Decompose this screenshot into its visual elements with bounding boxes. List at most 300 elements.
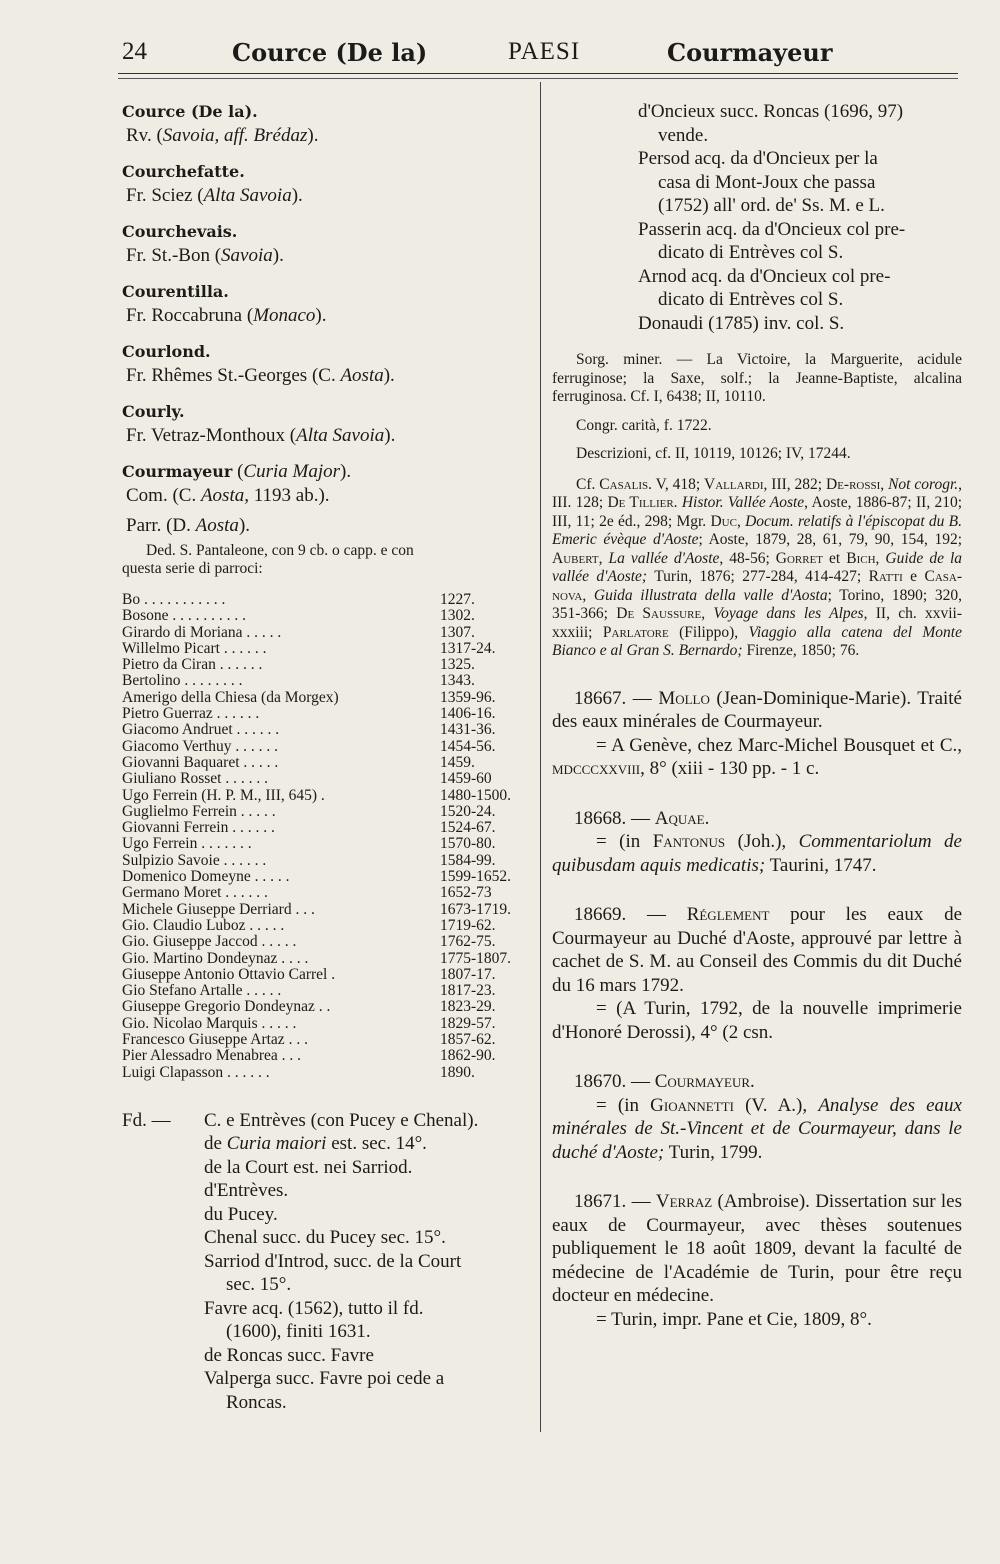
fief-text: Chenal succ. du Pucey sec. 15°. — [204, 1227, 446, 1249]
descriptions-note: Descrizioni, cf. II, 10119, 10126; IV, 17244. — [576, 445, 851, 462]
text-run: Not corogr. — [888, 475, 959, 493]
entry-headword: Courlond. — [122, 342, 211, 361]
entry — [122, 220, 532, 268]
priest-row — [122, 641, 532, 657]
priest-years: 1599-1652. — [440, 868, 512, 886]
priest-years: 1524-67. — [440, 819, 496, 837]
priest-row — [122, 902, 532, 918]
priest-name: Pier Alessadro Menabrea . . . — [122, 1047, 302, 1065]
location-tail: ). — [307, 125, 319, 146]
priest-row — [122, 739, 532, 755]
priest-years: 1862-90. — [440, 1047, 496, 1065]
location-text: Fr. Rhêmes St.-Georges (C. — [126, 365, 341, 386]
text-run: pour les eaux de Courmayeur au Duché d'Aoste, approuvé par lettre à cachet de S. M. au Conseil des Commis du dit Duché du 16 mars 1792. — [552, 904, 963, 996]
succession-line — [552, 218, 962, 242]
text-run: e — [902, 568, 925, 585]
text-run: Firenze, 1850; 76. — [742, 642, 860, 659]
fief-text: C. e Entrèves (con Pucey e Chenal). — [204, 1109, 479, 1131]
text-run: = (A Turin, 1792, de la nouvelle imprimerie d'Honoré Derossi), 4° (2 csn. — [552, 998, 962, 1043]
entry-headword: Courmayeur — [122, 462, 233, 481]
priest-row — [122, 788, 532, 804]
priest-name: Amerigo della Chiesa (da Morgex) — [122, 688, 339, 706]
text-run: De-rossi — [826, 475, 881, 493]
fief-text: Favre acq. (1562), tutto il fd. — [204, 1297, 424, 1319]
text-run: , III. 128; — [552, 475, 963, 511]
ded-line-1: Ded. S. Pantaleone, con 9 cb. o capp. e con — [146, 542, 414, 559]
priest-years: 1307. — [440, 623, 475, 641]
priest-years: 1652-73 — [440, 884, 492, 902]
text-run: . — [750, 1071, 755, 1092]
priest-row — [122, 673, 532, 689]
succession-text: casa di Mont-Joux che passa — [658, 171, 876, 193]
priest-row — [122, 706, 532, 722]
bib-entry — [552, 903, 962, 1044]
fief-text: Valperga succ. Favre poi cede a — [204, 1368, 445, 1390]
text-run: mdcccxxviii — [552, 758, 641, 779]
priest-row — [122, 918, 532, 934]
priest-row — [122, 869, 532, 885]
priest-name: Giuliano Rosset . . . . . . — [122, 770, 268, 788]
priest-row — [122, 1016, 532, 1032]
priest-years: 1359-96. — [440, 688, 496, 706]
fief-line — [122, 1109, 532, 1133]
priest-name: Michele Giuseppe Derriard . . . — [122, 900, 315, 918]
fief-label: Fd. — — [122, 1109, 171, 1131]
bib-entry — [552, 1190, 962, 1331]
text-run: (Joh.), — [725, 831, 799, 852]
location-text: Rv. ( — [126, 125, 163, 146]
succession-text: Donaudi (1785) inv. col. S. — [638, 312, 845, 334]
text-run: Verraz — [655, 1191, 713, 1212]
priest-row — [122, 625, 532, 641]
priest-years: 1520-24. — [440, 802, 496, 820]
paren-open: ( — [232, 461, 244, 482]
text-run: — — [626, 1071, 655, 1092]
succession-text: Arnod acq. da d'Oncieux col pre- — [638, 265, 891, 287]
text-run: ; Aoste, 1879, 28, 61, 79, 90, 154, 192; — [698, 531, 962, 548]
priest-name: Pietro Guerraz . . . . . . — [122, 705, 260, 723]
succession-line — [552, 312, 962, 336]
text-run: , — [598, 549, 609, 567]
bib-imprint — [552, 1094, 962, 1165]
priest-name: Gio Stefano Artalle . . . . . — [122, 982, 282, 1000]
fief-text: (1600), finiti 1631. — [226, 1321, 371, 1343]
entry-headword: Courchevais. — [122, 222, 238, 241]
text-run: (Jean-Dominique-Marie). Traité des eaux minérales de Courmayeur. — [552, 687, 962, 732]
fief-text: de la Court est. nei Sarriod. — [204, 1156, 413, 1178]
location-text: Fr. Sciez ( — [126, 185, 204, 206]
priest-years: 1454-56. — [440, 737, 496, 755]
priest-name: Gio. Nicolao Marquis . . . . . — [122, 1014, 297, 1032]
bib-title — [552, 903, 962, 997]
text-run: (Filippo), — [668, 623, 749, 641]
location-italic: Savoia, aff. Brédaz — [162, 125, 308, 146]
fief-line — [122, 1226, 532, 1250]
charity-note: Congr. carità, f. 1722. — [576, 416, 712, 434]
entry — [122, 280, 532, 328]
header-rule-double — [118, 78, 958, 79]
priest-years: 1719-62. — [440, 916, 496, 934]
priest-years: 1762-75. — [440, 933, 496, 951]
location-italic: Alta Savoia — [203, 185, 292, 206]
priest-row — [122, 951, 532, 967]
text-run: Aquae — [654, 807, 705, 829]
entry-headword: Courchefatte. — [122, 162, 245, 181]
entry-location — [122, 124, 532, 148]
fief-italic: Curia maiori — [226, 1133, 327, 1155]
bib-entry — [552, 1070, 962, 1164]
ded-line-2: questa serie di parroci: — [122, 560, 263, 577]
priest-years: 1480-1500. — [440, 786, 512, 804]
text-run: Réglement — [686, 904, 770, 925]
priest-years: 1343. — [440, 672, 475, 690]
priest-name: Giuseppe Antonio Ottavio Carrel . — [122, 965, 336, 983]
priest-years: 1325. — [440, 656, 475, 674]
fief-line — [122, 1250, 532, 1274]
priest-years: 1890. — [440, 1063, 475, 1081]
priest-row — [122, 885, 532, 901]
priest-row — [122, 771, 532, 787]
references-note — [552, 476, 962, 661]
text-run: , — [582, 586, 594, 604]
text-run: Fantonus — [652, 831, 726, 852]
text-run: (Ambroise). Dissertation sur les eaux de Courmayeur, avec thèses soutenues publiquement le 18 août 1809, devant la faculté de médecine de l'Académie de Turin, pour être reçu docteur en médecine. — [552, 1191, 962, 1306]
location-tail: ). — [315, 305, 327, 326]
text-run: , 8° (xiii - 130 pp. - 1 c. — [640, 758, 820, 779]
entry — [122, 160, 532, 208]
fief-succession — [552, 100, 962, 335]
priest-years: 1302. — [440, 607, 475, 625]
priest-years: 1406-16. — [440, 705, 496, 723]
text-run: = A Genève, chez Marc-Michel Bousquet et C., — [596, 734, 962, 756]
dedication-note — [122, 542, 532, 578]
text-run: De Saussure — [616, 605, 702, 622]
text-run: — — [626, 904, 687, 925]
succession-line — [552, 241, 962, 265]
priest-years: 1817-23. — [440, 982, 496, 1000]
succession-line — [552, 265, 962, 289]
priest-name: Bo . . . . . . . . . . . — [122, 591, 226, 608]
fief-line — [122, 1297, 532, 1321]
priest-row — [122, 804, 532, 820]
com-pre: Com. (C. — [126, 485, 201, 506]
fief-line — [122, 1367, 532, 1391]
succession-line — [552, 171, 962, 195]
priest-name: Giovanni Baquaret . . . . . — [122, 753, 279, 771]
priest-name: Domenico Domeyne . . . . . — [122, 868, 290, 886]
bib-title — [552, 1070, 962, 1094]
left-running-title: Cource (De la) — [232, 38, 428, 67]
text-run: Ratti — [868, 568, 903, 585]
succession-text: d'Oncieux succ. Roncas (1696, 97) — [638, 101, 904, 122]
priest-name: Gio. Claudio Luboz . . . . . — [122, 916, 285, 934]
text-run: Vallardi — [704, 475, 764, 493]
parish-priests-list — [122, 592, 532, 1081]
entry-headword: Cource (De la). — [122, 102, 258, 121]
right-running-title: Courmayeur — [667, 38, 833, 67]
succession-text: dicato di Entrèves col S. — [658, 242, 844, 263]
bibliography-list — [552, 687, 962, 1332]
entry-headword: Courentilla. — [122, 282, 229, 301]
priest-years: 1459. — [440, 753, 475, 771]
left-column — [122, 100, 532, 1414]
priest-name: Ugo Ferrein . . . . . . . — [122, 835, 252, 853]
fief-text: du Pucey. — [204, 1203, 278, 1225]
text-run: Aubert — [552, 549, 599, 567]
text-run: Taurini, 1747. — [765, 854, 877, 876]
text-run: , — [875, 549, 886, 567]
text-run: = Turin, impr. Pane et Cie, 1809, 8°. — [596, 1308, 872, 1330]
text-run: De Tillier — [607, 494, 674, 511]
bib-title — [552, 807, 962, 831]
succession-text: dicato di Entrèves col S. — [658, 289, 844, 310]
priest-row — [122, 1048, 532, 1064]
text-run: Cf. — [576, 475, 600, 493]
bib-imprint — [552, 997, 962, 1044]
priest-row — [122, 983, 532, 999]
priest-name: Gio. Giuseppe Jaccod . . . . . — [122, 933, 297, 951]
fief-text: de — [204, 1133, 227, 1155]
bib-entry — [552, 687, 962, 781]
entry-headword: Courly. — [122, 402, 185, 421]
priest-years: 1775-1807. — [440, 949, 512, 967]
entry — [122, 400, 532, 448]
text-run: Docum. relatifs à l'épiscopat du B. Emeric évèque d'Aoste — [552, 512, 962, 548]
bib-number: 18668. — [574, 807, 627, 829]
entry — [122, 340, 532, 388]
center-running-title: PAESI — [508, 38, 581, 65]
text-run: Turin, 1799. — [664, 1141, 763, 1163]
priest-row — [122, 1032, 532, 1048]
priest-name: Luigi Clapasson . . . . . . — [122, 1063, 270, 1081]
text-run: , III, 282; — [763, 475, 827, 493]
text-run: , II, ch. xxvii-xxxiii; — [552, 605, 963, 641]
text-run: Parlatore — [602, 623, 669, 641]
priest-name: Bertolino . . . . . . . . — [122, 672, 243, 690]
succession-line — [552, 194, 962, 218]
entry-location — [122, 364, 532, 388]
priest-years: 1807-17. — [440, 965, 496, 983]
priest-years: 1227. — [440, 591, 475, 608]
entry-alt-name: Curia Major — [243, 461, 340, 482]
entry — [122, 100, 532, 148]
priest-row — [122, 755, 532, 771]
text-run: Bich — [846, 549, 876, 567]
entry-location — [122, 244, 532, 268]
location-italic: Monaco — [253, 305, 316, 326]
succession-text: vende. — [658, 124, 709, 146]
fief-line — [122, 1132, 532, 1156]
fief-text: de Roncas succ. Favre — [204, 1344, 374, 1366]
text-run: , — [880, 475, 889, 493]
succession-text: Passerin acq. da d'Oncieux col pre- — [638, 218, 906, 240]
page-number: 24 — [122, 38, 147, 65]
location-italic: Alta Savoia — [296, 425, 385, 446]
fief-line — [122, 1179, 532, 1203]
location-text: Fr. Roccabruna ( — [126, 305, 254, 326]
text-run: — — [626, 1191, 656, 1212]
succession-line — [552, 147, 962, 171]
text-run: = (in — [596, 831, 653, 852]
bib-number: 18671. — [574, 1191, 627, 1212]
text-run: = (in — [596, 1094, 651, 1116]
bib-number: 18670. — [574, 1071, 627, 1092]
text-run: — — [626, 687, 659, 709]
location-tail: ). — [383, 365, 395, 386]
succession-line — [552, 288, 962, 312]
fief-line — [122, 1156, 532, 1180]
fief-text: d'Entrèves. — [204, 1180, 289, 1202]
priest-name: Ugo Ferrein (H. P. M., III, 645) . — [122, 786, 325, 804]
succession-text: (1752) all' ord. de' Ss. M. e L. — [658, 195, 885, 216]
springs-note: Sorg. miner. — La Victoire, la Marguerite, acidule ferruginose; la Saxe, solf.; la Jeanne-Baptiste, alcalina ferruginosa. Cf. I, 6438; II, 10110. — [552, 351, 962, 405]
bib-imprint — [552, 1308, 962, 1332]
bib-number: 18667. — [574, 687, 627, 709]
location-italic: Aosta — [340, 365, 384, 386]
entry-courmayeur — [122, 460, 532, 1081]
entry-location — [122, 304, 532, 328]
location-tail: ). — [384, 425, 396, 446]
bib-number: 18669. — [574, 904, 627, 925]
priest-years: 1823-29. — [440, 998, 496, 1016]
location-text: Fr. St.-Bon ( — [126, 245, 222, 266]
text-run: . — [704, 807, 710, 829]
text-run: . — [673, 494, 682, 511]
location-italic: Savoia — [221, 245, 273, 266]
text-run: Guide de la vallée d'Aoste; — [552, 549, 963, 585]
priest-row — [122, 853, 532, 869]
text-run: Gioannetti — [650, 1094, 734, 1116]
bib-imprint — [552, 734, 962, 781]
text-run: Histor. Vallée Aoste — [681, 494, 805, 511]
text-run: La vallée d'Aoste — [608, 549, 720, 567]
bib-title — [552, 1190, 962, 1308]
parr-italic: Aosta — [195, 515, 239, 536]
priest-years: 1459-60 — [440, 770, 492, 788]
fief-line — [122, 1320, 532, 1344]
text-run: Analyse des eaux minérales de St.-Vincent et de Courmayeur, dans le duché d'Aoste; — [552, 1094, 962, 1163]
text-run: Turin, 1876; 277-284, 414-427; — [647, 568, 869, 585]
priest-row — [122, 999, 532, 1015]
priest-row — [122, 592, 532, 608]
priest-row — [122, 608, 532, 624]
entry-head-line — [122, 160, 532, 184]
bib-title — [552, 687, 962, 734]
fief-text: est. sec. 14°. — [326, 1133, 427, 1155]
priest-years: 1829-57. — [440, 1014, 496, 1032]
priest-row — [122, 820, 532, 836]
bib-entry — [552, 807, 962, 878]
priest-years: 1857-62. — [440, 1031, 496, 1049]
priest-name: Giuseppe Gregorio Dondeynaz . . — [122, 998, 331, 1016]
priest-name: Germano Moret . . . . . . — [122, 884, 268, 902]
priest-name: Gio. Martino Dondeynaz . . . . — [122, 949, 309, 967]
priest-years: 1584-99. — [440, 851, 496, 869]
fiefs-section — [122, 1109, 532, 1415]
priest-years: 1317-24. — [440, 639, 496, 657]
priest-row — [122, 722, 532, 738]
com-post: 1193 ab.). — [248, 485, 330, 506]
text-run: , 48-56; — [719, 549, 776, 567]
text-run: . V, 418; — [648, 475, 705, 493]
text-run: Duc — [710, 512, 737, 530]
fief-text: sec. 15°. — [226, 1274, 292, 1296]
fief-text: Roncas. — [226, 1391, 287, 1413]
fief-line — [122, 1391, 532, 1415]
priest-name: Sulpizio Savoie . . . . . . — [122, 851, 267, 869]
entry-location — [122, 184, 532, 208]
parish-line — [122, 514, 532, 538]
text-run: Mollo — [658, 687, 710, 709]
location-tail: ). — [291, 185, 303, 206]
priest-row — [122, 934, 532, 950]
com-italic: Aosta, — [200, 485, 249, 506]
entry-head-line — [122, 100, 532, 124]
priest-years: 1431-36. — [440, 721, 496, 739]
parr-post: ). — [238, 515, 251, 536]
priest-name: Girardo di Moriana . . . . . — [122, 623, 282, 641]
priest-years: 1570-80. — [440, 835, 496, 853]
entry-head-line — [122, 340, 532, 364]
text-run: (V. A.), — [733, 1094, 819, 1116]
column-divider — [540, 82, 541, 1432]
priest-name: Giovanni Ferrein . . . . . . — [122, 819, 275, 837]
entry-head-line — [122, 220, 532, 244]
text-run: , Aoste, 1886-87; II, 210; III, 11; 2e éd., 298; Mgr. — [552, 494, 963, 530]
paren-close: ). — [340, 461, 352, 482]
location-tail: ). — [272, 245, 284, 266]
header-rule — [118, 73, 958, 74]
priest-name: Pietro da Ciran . . . . . . — [122, 656, 263, 674]
text-run: Casalis — [599, 475, 649, 493]
entry-location — [122, 424, 532, 448]
text-run: Casa-nova — [552, 568, 962, 604]
priest-name: Bosone . . . . . . . . . . — [122, 607, 246, 625]
commune-line — [122, 484, 532, 508]
text-run: ; Torino, 1890; 320, 351-366; — [552, 586, 962, 622]
priest-name: Guglielmo Ferrein . . . . . — [122, 802, 276, 820]
text-run: Courmayeur — [654, 1071, 751, 1092]
fief-line — [122, 1203, 532, 1227]
priest-row — [122, 690, 532, 706]
priest-name: Francesco Giuseppe Artaz . . . — [122, 1031, 308, 1049]
priest-row — [122, 836, 532, 852]
succession-text: Persod acq. da d'Oncieux per la — [638, 148, 878, 169]
entry-list — [122, 100, 532, 448]
text-run: Gorret — [775, 549, 824, 567]
entry-head-line — [122, 400, 532, 424]
priest-name: Giacomo Andruet . . . . . . — [122, 721, 280, 739]
priest-years: 1673-1719. — [440, 900, 512, 918]
right-column — [552, 100, 962, 1331]
text-run: Voyage dans les Alpes — [713, 605, 864, 622]
bib-imprint — [552, 830, 962, 877]
text-run: — — [626, 807, 655, 829]
text-run: , — [701, 605, 714, 622]
succession-line — [552, 100, 962, 124]
text-run: et — [823, 549, 847, 567]
fief-line — [122, 1344, 532, 1368]
location-text: Fr. Vetraz-Monthoux ( — [126, 425, 297, 446]
text-run: , — [736, 512, 746, 530]
succession-line — [552, 124, 962, 148]
priest-row — [122, 967, 532, 983]
text-run: Viaggio alla catena del Monte Bianco e al Gran S. Bernardo; — [552, 623, 962, 659]
fief-line — [122, 1273, 532, 1297]
priest-name: Giacomo Verthuy . . . . . . — [122, 737, 278, 755]
text-run: Commentariolum de quibusdam aquis medicatis; — [552, 831, 962, 876]
priest-row — [122, 657, 532, 673]
